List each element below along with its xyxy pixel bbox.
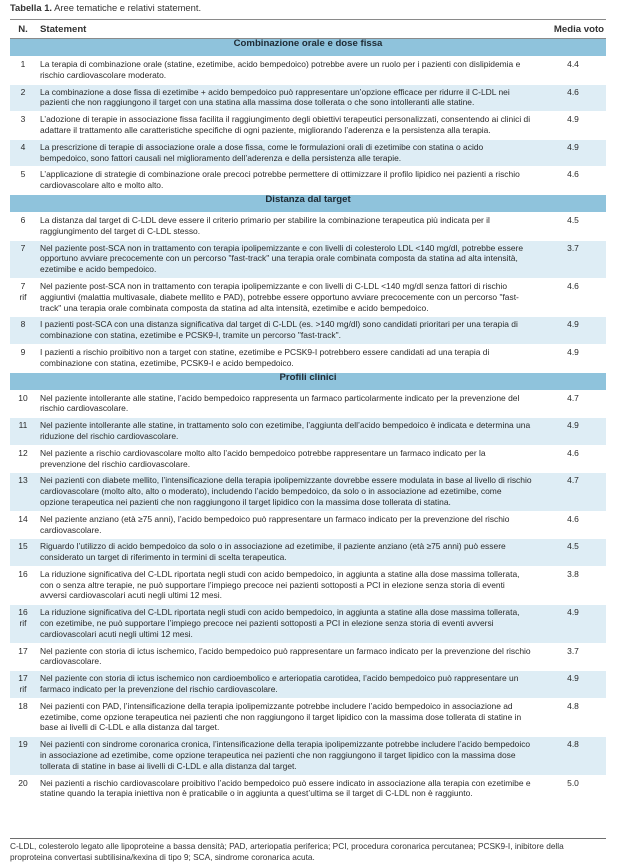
- row-number-cell: [10, 539, 36, 567]
- row-number-cell: [10, 317, 36, 345]
- row-number-cell: [10, 278, 36, 316]
- table-row: [10, 112, 606, 140]
- row-number-cell: [10, 671, 36, 699]
- row-number-cell: [10, 605, 36, 643]
- table-caption: [10, 2, 201, 14]
- table-row: [10, 445, 606, 473]
- row-statement: L’adozione di terapie in associazione fissa facilita il raggiungimento degli obiettivi terapeutici personalizzati, consentendo ai clinici di adattare il trattamento alle caratteristiche specifiche di ogni paziente, migliorando l’aderenza e la persistenza alla terapia.: [36, 112, 536, 140]
- row-statement: Nel paziente post-SCA non in trattamento con terapia ipolipemizzante e con livelli di colesterolo LDL <140 mg/dl, potrebbe essere opportuno avviare precocemente con un percorso "fast-track" una terapia orale combinata composta da statina ad alta intensità, ezetimibe e acido bempedoico.: [36, 240, 536, 278]
- row-number-cell: [10, 775, 36, 803]
- row-statement: La combinazione a dose fissa di ezetimibe + acido bempedoico può rappresentare un’opzione efficace per ridurre il C-LDL nei pazienti che non raggiungono il target con una statina alla massima dose tollerata o che sono intolleranti alle statine.: [36, 84, 536, 112]
- table-row: [10, 390, 606, 418]
- row-statement: I pazienti a rischio proibitivo non a target con statine, ezetimibe e PCSK9-I potrebbero essere candidati ad una terapia di combinazione con statina, ezetimibe, PCSK9-I e acido bempedoico.: [36, 344, 536, 372]
- row-statement: L’applicazione di strategie di combinazione orale precoci potrebbe permettere di ottimizzare il profilo lipidico nei pazienti a rischio cardiovascolare alto e molto alto.: [36, 167, 536, 195]
- row-number: 17: [18, 673, 28, 684]
- row-number: 14: [18, 513, 28, 524]
- row-number: 3: [20, 114, 26, 125]
- row-statement: Nel paziente anziano (età ≥75 anni), l’acido bempedoico può rappresentare un farmaco indicato per la prevenzione del rischio cardiovascolare.: [36, 511, 536, 539]
- table-row: [10, 344, 606, 372]
- row-statement: Nel paziente con storia di ictus ischemico, l’acido bempedoico può rappresentare un farmaco indicato per la prevenzione del rischio cardiovascolare.: [36, 643, 536, 671]
- row-media-voto: 4.8: [536, 698, 606, 736]
- row-rif-label: rif: [19, 684, 27, 695]
- table-row: [10, 737, 606, 775]
- row-number: 16: [18, 568, 28, 579]
- row-number-cell: [10, 84, 36, 112]
- table-body: [10, 39, 606, 803]
- row-statement: La riduzione significativa del C-LDL riportata negli studi con acido bempedoico, in aggiunta a statine alla dose massima tollerata, con ezetimibe, ne può supportare l’impiego precoce nei pazienti sottoposti a PCI in elezione senza storia di eventi avversi cardiovascolari acuti negli ultimi 12 mesi.: [36, 605, 536, 643]
- row-rif-label: rif: [19, 618, 27, 629]
- row-number: 2: [20, 86, 26, 97]
- row-number-cell: [10, 240, 36, 278]
- row-number-cell: [10, 566, 36, 604]
- table-caption-text: Aree tematiche e relativi statement.: [52, 2, 202, 13]
- section-title: Combinazione orale e dose fissa: [10, 39, 606, 57]
- row-number: 13: [18, 475, 28, 486]
- table-row: [10, 511, 606, 539]
- section-header-row: [10, 372, 606, 390]
- row-number-cell: [10, 344, 36, 372]
- table-row: [10, 605, 606, 643]
- row-media-voto: 4.4: [536, 57, 606, 85]
- section-header-row: [10, 39, 606, 57]
- table-row: [10, 566, 606, 604]
- header-statement: Statement: [36, 20, 536, 39]
- row-number: 11: [18, 420, 28, 431]
- row-number-cell: [10, 139, 36, 167]
- row-number-cell: [10, 737, 36, 775]
- table-row: [10, 698, 606, 736]
- row-number: 7: [20, 280, 26, 291]
- row-statement: Nei pazienti con diabete mellito, l’intensificazione della terapia ipolipemizzante dovrebbe essere modulata in base al livello di rischio cardiovascolare (molto alto, alto o moderato), includendo l’acido bempedoico, da solo o in associazione ad ezetimibe, come opzione terapeutica nei pazienti che non raggiungono il target lipidico con la massima dose tollerata di statina.: [36, 473, 536, 511]
- row-statement: Nel paziente intollerante alle statine, in trattamento solo con ezetimibe, l’aggiunta dell’acido bempedoico è indicata e determina una riduzione del rischio cardiovascolare.: [36, 418, 536, 446]
- row-media-voto: 3.7: [536, 240, 606, 278]
- row-number-cell: [10, 445, 36, 473]
- section-title: Distanza dal target: [10, 194, 606, 212]
- row-number: 4: [20, 141, 26, 152]
- row-media-voto: 4.6: [536, 511, 606, 539]
- row-number: 17: [18, 645, 28, 656]
- row-media-voto: 4.9: [536, 317, 606, 345]
- row-media-voto: 4.6: [536, 167, 606, 195]
- table-row: [10, 775, 606, 803]
- header-number: N.: [10, 20, 36, 39]
- row-number-cell: [10, 473, 36, 511]
- row-media-voto: 4.9: [536, 605, 606, 643]
- table-row: [10, 139, 606, 167]
- row-statement: Nel paziente a rischio cardiovascolare molto alto l’acido bempedoico potrebbe rappresentare un farmaco indicato per la prevenzione del rischio cardiovascolare.: [36, 445, 536, 473]
- section-title: Profili clinici: [10, 372, 606, 390]
- row-number-cell: [10, 698, 36, 736]
- row-statement: Nei pazienti a rischio cardiovascolare proibitivo l’acido bempedoico può essere indicato in associazione alla terapia con ezetimibe e statine quando la terapia iniettiva non è praticabile o in aggiunta a quest’ultima se il target di C-LDL non è raggiunto.: [36, 775, 536, 803]
- row-statement: La prescrizione di terapie di associazione orale a dose fissa, come le formulazioni orali di ezetimibe con statina o acido bempedoico, sono fattori causali nel miglioramento dell’aderenza e della persistenza alle terapie.: [36, 139, 536, 167]
- row-media-voto: 4.6: [536, 84, 606, 112]
- table-footnote: C-LDL, colesterolo legato alle lipoproteine a bassa densità; PAD, arteriopatia periferica; PCI, procedura coronarica percutanea; PCSK9-I, inibitore della proproteina convertasi subtilisina/kexina di tipo 9; SCA, sindrome coronarica acuta.: [10, 838, 606, 862]
- row-number: 18: [18, 700, 28, 711]
- row-statement: La terapia di combinazione orale (statine, ezetimibe, acido bempedoico) potrebbe avere un ruolo per i pazienti con dislipidemia e rischio cardiovascolare moderato.: [36, 57, 536, 85]
- row-media-voto: 4.5: [536, 212, 606, 240]
- row-media-voto: 4.7: [536, 390, 606, 418]
- row-media-voto: 4.6: [536, 278, 606, 316]
- row-media-voto: 4.5: [536, 539, 606, 567]
- row-number: 12: [18, 447, 28, 458]
- table-header-row: [10, 20, 606, 39]
- row-number-cell: [10, 212, 36, 240]
- row-statement: I pazienti post-SCA con una distanza significativa dal target di C-LDL (es. >140 mg/dl) sono candidati prioritari per una terapia di combinazione con statina, ezetimibe e PCSK9-I, tramite un percorso "fast-track".: [36, 317, 536, 345]
- row-number-cell: [10, 390, 36, 418]
- row-statement: Nel paziente intollerante alle statine, l’acido bempedoico rappresenta un farmaco particolarmente indicato per la prevenzione del rischio cardiovascolare.: [36, 390, 536, 418]
- row-media-voto: 4.9: [536, 344, 606, 372]
- row-statement: Nel paziente post-SCA non in trattamento con terapia ipolipemizzante e con livelli di C-LDL <140 mg/dl senza fattori di rischio aggiuntivi (malattia multivasale, diabete mellito e PAD), potrebbe essere opportuno avviare precocemente con un percorso "fast-track" una terapia orale combinata composta da statina ad alta intensità, ezetimibe e acido bempedoico.: [36, 278, 536, 316]
- row-media-voto: 3.8: [536, 566, 606, 604]
- row-statement: La riduzione significativa del C-LDL riportata negli studi con acido bempedoico, in aggiunta a statine alla dose massima tollerata, con o senza altre terapie, ne può supportare l’impiego precoce nei pazienti sottoposti a PCI in elezione senza storia di eventi avversi cardiovascolari acuti negli ultimi 12 mesi.: [36, 566, 536, 604]
- row-number: 5: [20, 169, 26, 180]
- row-number: 9: [20, 346, 26, 357]
- table-row: [10, 317, 606, 345]
- header-media-voto: Media voto: [536, 20, 606, 39]
- row-media-voto: 4.9: [536, 112, 606, 140]
- row-media-voto: 4.9: [536, 671, 606, 699]
- row-media-voto: 4.9: [536, 139, 606, 167]
- table-row: [10, 84, 606, 112]
- row-media-voto: 4.9: [536, 418, 606, 446]
- table-row: [10, 418, 606, 446]
- row-media-voto: 4.8: [536, 737, 606, 775]
- row-number: 8: [20, 319, 26, 330]
- section-header-row: [10, 194, 606, 212]
- table-row: [10, 240, 606, 278]
- row-statement: Nel paziente con storia di ictus ischemico non cardioembolico e arteriopatia carotidea, l’acido bempedoico può rappresentare un farmaco indicato per la prevenzione del rischio cardiovascolare.: [36, 671, 536, 699]
- table-row: [10, 212, 606, 240]
- row-number-cell: [10, 57, 36, 85]
- row-rif-label: rif: [19, 291, 27, 302]
- row-media-voto: 5.0: [536, 775, 606, 803]
- row-statement: Nei pazienti con sindrome coronarica cronica, l’intensificazione della terapia ipolipemizzante potrebbe includere l’acido bempedoico in associazione ad ezetimibe, come opzione terapeutica nei pazienti che non raggiungono il target lipidico con la massima dose tollerata di statine in base ai livelli di C-LDL e alla distanza dal target.: [36, 737, 536, 775]
- row-number: 7: [20, 242, 26, 253]
- table-row: [10, 167, 606, 195]
- row-media-voto: 3.7: [536, 643, 606, 671]
- row-number: 19: [18, 739, 28, 750]
- row-number-cell: [10, 643, 36, 671]
- row-number: 6: [20, 214, 26, 225]
- table-caption-label: Tabella 1.: [10, 2, 53, 13]
- row-number: 15: [18, 541, 28, 552]
- row-statement: Nei pazienti con PAD, l’intensificazione della terapia ipolipemizzante potrebbe includere l’acido bempedoico in associazione ad ezetimibe, come opzione terapeutica nei pazienti che non raggiungono il target lipidico con la massima dose tollerata di statine in base ai livelli di C-LDL e alla distanza dal target.: [36, 698, 536, 736]
- table-row: [10, 473, 606, 511]
- table-row: [10, 539, 606, 567]
- row-number-cell: [10, 112, 36, 140]
- row-number: 20: [18, 777, 28, 788]
- row-number: 1: [20, 59, 26, 69]
- row-media-voto: 4.7: [536, 473, 606, 511]
- row-number: 16: [18, 607, 28, 618]
- row-number-cell: [10, 511, 36, 539]
- table-row: [10, 57, 606, 85]
- statements-table: [10, 19, 606, 803]
- row-number-cell: [10, 167, 36, 195]
- row-number: 10: [18, 392, 28, 403]
- row-statement: Riguardo l’utilizzo di acido bempedoico da solo o in associazione ad ezetimibe, il paziente anziano (età ≥75 anni) può essere considerato un target di riferimento in termini di scelta terapeutica.: [36, 539, 536, 567]
- table-row: [10, 278, 606, 316]
- row-statement: La distanza dal target di C-LDL deve essere il criterio primario per stabilire la combinazione terapeutica più indicata per il raggiungimento del target di C-LDL stesso.: [36, 212, 536, 240]
- table-row: [10, 643, 606, 671]
- table-row: [10, 671, 606, 699]
- row-number-cell: [10, 418, 36, 446]
- row-media-voto: 4.6: [536, 445, 606, 473]
